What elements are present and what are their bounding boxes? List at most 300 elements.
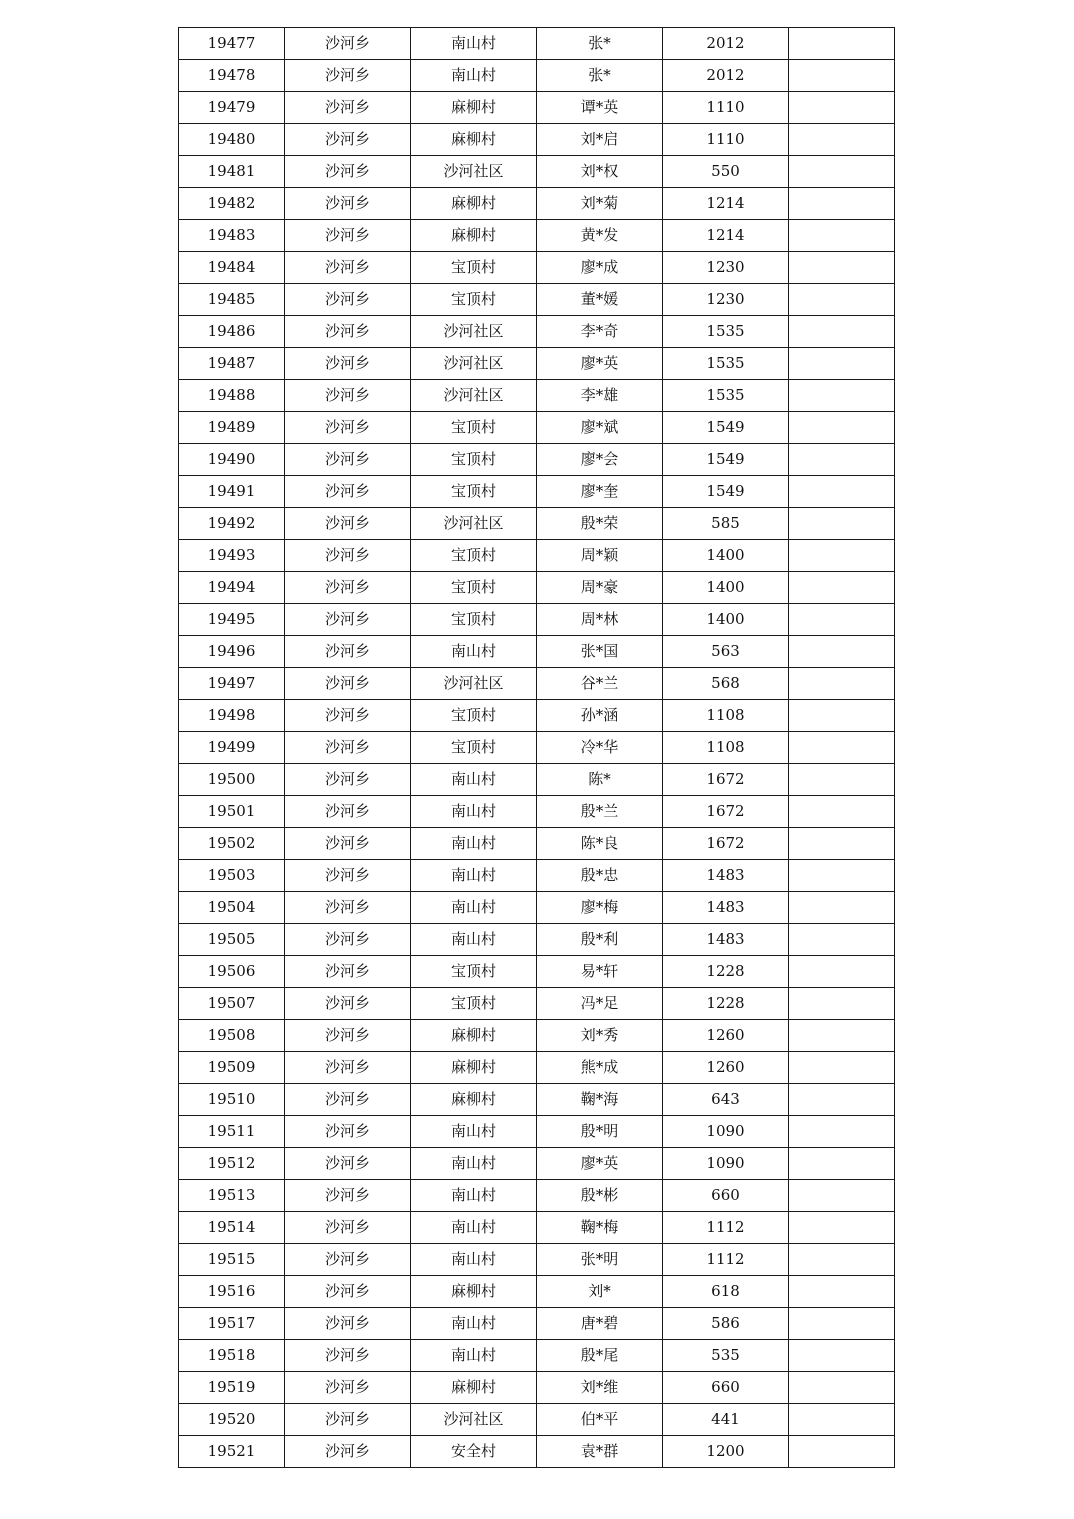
township-cell: 沙河乡: [285, 28, 411, 60]
table-row: [179, 1116, 895, 1148]
village-cell: 南山村: [411, 828, 537, 860]
serial-number-cell: 19490: [179, 444, 285, 476]
serial-number-cell: 19495: [179, 604, 285, 636]
remark-cell: [789, 1148, 895, 1180]
village-cell: 宝顶村: [411, 252, 537, 284]
remark-cell: [789, 732, 895, 764]
village-cell: 沙河社区: [411, 380, 537, 412]
amount-cell: 1214: [663, 188, 789, 220]
township-cell: 沙河乡: [285, 316, 411, 348]
table-row: [179, 892, 895, 924]
village-cell: 宝顶村: [411, 604, 537, 636]
person-name-cell: 陈*: [537, 764, 663, 796]
village-cell: 麻柳村: [411, 1372, 537, 1404]
person-name-cell: 陈*良: [537, 828, 663, 860]
table-row: [179, 156, 895, 188]
table-row: [179, 1436, 895, 1468]
amount-cell: 535: [663, 1340, 789, 1372]
amount-cell: 1260: [663, 1052, 789, 1084]
amount-cell: 1549: [663, 412, 789, 444]
remark-cell: [789, 1020, 895, 1052]
table-row: [179, 316, 895, 348]
table-row: [179, 1052, 895, 1084]
village-cell: 南山村: [411, 636, 537, 668]
table-row: [179, 284, 895, 316]
village-cell: 宝顶村: [411, 732, 537, 764]
person-name-cell: 董*媛: [537, 284, 663, 316]
serial-number-cell: 19492: [179, 508, 285, 540]
serial-number-cell: 19479: [179, 92, 285, 124]
township-cell: 沙河乡: [285, 508, 411, 540]
amount-cell: 1483: [663, 860, 789, 892]
person-name-cell: 廖*成: [537, 252, 663, 284]
amount-cell: 1110: [663, 124, 789, 156]
table-row: [179, 572, 895, 604]
serial-number-cell: 19486: [179, 316, 285, 348]
amount-cell: 1108: [663, 732, 789, 764]
township-cell: 沙河乡: [285, 284, 411, 316]
remark-cell: [789, 284, 895, 316]
remark-cell: [789, 60, 895, 92]
serial-number-cell: 19513: [179, 1180, 285, 1212]
person-name-cell: 熊*成: [537, 1052, 663, 1084]
person-name-cell: 刘*秀: [537, 1020, 663, 1052]
village-cell: 宝顶村: [411, 476, 537, 508]
serial-number-cell: 19483: [179, 220, 285, 252]
table-row: [179, 956, 895, 988]
amount-cell: 586: [663, 1308, 789, 1340]
table-row: [179, 508, 895, 540]
person-name-cell: 廖*斌: [537, 412, 663, 444]
village-cell: 沙河社区: [411, 316, 537, 348]
township-cell: 沙河乡: [285, 1404, 411, 1436]
remark-cell: [789, 636, 895, 668]
township-cell: 沙河乡: [285, 444, 411, 476]
amount-cell: 585: [663, 508, 789, 540]
amount-cell: 1483: [663, 892, 789, 924]
remark-cell: [789, 1436, 895, 1468]
village-cell: 南山村: [411, 1116, 537, 1148]
village-cell: 南山村: [411, 1148, 537, 1180]
village-cell: 南山村: [411, 1244, 537, 1276]
amount-cell: 1549: [663, 476, 789, 508]
township-cell: 沙河乡: [285, 60, 411, 92]
township-cell: 沙河乡: [285, 252, 411, 284]
person-name-cell: 冷*华: [537, 732, 663, 764]
table-row: [179, 764, 895, 796]
serial-number-cell: 19481: [179, 156, 285, 188]
remark-cell: [789, 1244, 895, 1276]
person-name-cell: 刘*权: [537, 156, 663, 188]
remark-cell: [789, 956, 895, 988]
serial-number-cell: 19504: [179, 892, 285, 924]
township-cell: 沙河乡: [285, 1244, 411, 1276]
remark-cell: [789, 92, 895, 124]
township-cell: 沙河乡: [285, 572, 411, 604]
amount-cell: 1214: [663, 220, 789, 252]
serial-number-cell: 19508: [179, 1020, 285, 1052]
remark-cell: [789, 572, 895, 604]
serial-number-cell: 19478: [179, 60, 285, 92]
village-cell: 南山村: [411, 60, 537, 92]
table-row: [179, 1084, 895, 1116]
table-row: [179, 1244, 895, 1276]
person-name-cell: 刘*维: [537, 1372, 663, 1404]
township-cell: 沙河乡: [285, 1212, 411, 1244]
person-name-cell: 张*: [537, 60, 663, 92]
serial-number-cell: 19493: [179, 540, 285, 572]
serial-number-cell: 19497: [179, 668, 285, 700]
serial-number-cell: 19498: [179, 700, 285, 732]
amount-cell: 1108: [663, 700, 789, 732]
person-name-cell: 廖*梅: [537, 892, 663, 924]
township-cell: 沙河乡: [285, 1276, 411, 1308]
person-name-cell: 殷*彬: [537, 1180, 663, 1212]
amount-cell: 1260: [663, 1020, 789, 1052]
table-row: [179, 444, 895, 476]
serial-number-cell: 19509: [179, 1052, 285, 1084]
remark-cell: [789, 1084, 895, 1116]
table-row: [179, 1180, 895, 1212]
amount-cell: 1535: [663, 316, 789, 348]
serial-number-cell: 19485: [179, 284, 285, 316]
remark-cell: [789, 412, 895, 444]
township-cell: 沙河乡: [285, 1340, 411, 1372]
remark-cell: [789, 764, 895, 796]
person-name-cell: 张*: [537, 28, 663, 60]
serial-number-cell: 19502: [179, 828, 285, 860]
person-name-cell: 鞠*梅: [537, 1212, 663, 1244]
table-row: [179, 700, 895, 732]
table-row: [179, 796, 895, 828]
amount-cell: 660: [663, 1372, 789, 1404]
person-name-cell: 殷*明: [537, 1116, 663, 1148]
serial-number-cell: 19488: [179, 380, 285, 412]
person-name-cell: 谷*兰: [537, 668, 663, 700]
village-cell: 宝顶村: [411, 988, 537, 1020]
township-cell: 沙河乡: [285, 156, 411, 188]
amount-cell: 1535: [663, 348, 789, 380]
serial-number-cell: 19507: [179, 988, 285, 1020]
person-name-cell: 刘*启: [537, 124, 663, 156]
serial-number-cell: 19494: [179, 572, 285, 604]
township-cell: 沙河乡: [285, 1020, 411, 1052]
township-cell: 沙河乡: [285, 668, 411, 700]
village-cell: 南山村: [411, 1340, 537, 1372]
serial-number-cell: 19484: [179, 252, 285, 284]
amount-cell: 550: [663, 156, 789, 188]
township-cell: 沙河乡: [285, 764, 411, 796]
amount-cell: 1483: [663, 924, 789, 956]
table-row: [179, 1340, 895, 1372]
village-cell: 南山村: [411, 28, 537, 60]
person-name-cell: 周*林: [537, 604, 663, 636]
table-row: [179, 188, 895, 220]
remark-cell: [789, 156, 895, 188]
amount-cell: 1400: [663, 572, 789, 604]
township-cell: 沙河乡: [285, 1372, 411, 1404]
person-name-cell: 殷*忠: [537, 860, 663, 892]
table-row: [179, 988, 895, 1020]
person-name-cell: 李*奇: [537, 316, 663, 348]
person-name-cell: 李*雄: [537, 380, 663, 412]
village-cell: 南山村: [411, 1180, 537, 1212]
township-cell: 沙河乡: [285, 1436, 411, 1468]
township-cell: 沙河乡: [285, 92, 411, 124]
table-row: [179, 540, 895, 572]
table-row: [179, 476, 895, 508]
village-cell: 南山村: [411, 1212, 537, 1244]
amount-cell: 1228: [663, 988, 789, 1020]
township-cell: 沙河乡: [285, 124, 411, 156]
serial-number-cell: 19516: [179, 1276, 285, 1308]
village-cell: 宝顶村: [411, 284, 537, 316]
serial-number-cell: 19518: [179, 1340, 285, 1372]
table-row: [179, 924, 895, 956]
village-cell: 沙河社区: [411, 348, 537, 380]
amount-cell: 1230: [663, 284, 789, 316]
amount-cell: 643: [663, 1084, 789, 1116]
amount-cell: 1090: [663, 1148, 789, 1180]
table-row: [179, 348, 895, 380]
village-cell: 宝顶村: [411, 956, 537, 988]
table-row: [179, 636, 895, 668]
serial-number-cell: 19499: [179, 732, 285, 764]
person-name-cell: 唐*碧: [537, 1308, 663, 1340]
village-cell: 南山村: [411, 860, 537, 892]
roster-table: [178, 27, 895, 1468]
township-cell: 沙河乡: [285, 1116, 411, 1148]
remark-cell: [789, 700, 895, 732]
person-name-cell: 殷*尾: [537, 1340, 663, 1372]
remark-cell: [789, 924, 895, 956]
remark-cell: [789, 1340, 895, 1372]
table-row: [179, 252, 895, 284]
remark-cell: [789, 892, 895, 924]
serial-number-cell: 19489: [179, 412, 285, 444]
township-cell: 沙河乡: [285, 892, 411, 924]
village-cell: 麻柳村: [411, 1084, 537, 1116]
township-cell: 沙河乡: [285, 828, 411, 860]
remark-cell: [789, 988, 895, 1020]
amount-cell: 1672: [663, 796, 789, 828]
person-name-cell: 廖*英: [537, 1148, 663, 1180]
village-cell: 安全村: [411, 1436, 537, 1468]
remark-cell: [789, 1404, 895, 1436]
remark-cell: [789, 252, 895, 284]
serial-number-cell: 19482: [179, 188, 285, 220]
village-cell: 麻柳村: [411, 1052, 537, 1084]
village-cell: 南山村: [411, 1308, 537, 1340]
table-row: [179, 1372, 895, 1404]
remark-cell: [789, 1052, 895, 1084]
remark-cell: [789, 860, 895, 892]
township-cell: 沙河乡: [285, 604, 411, 636]
person-name-cell: 殷*利: [537, 924, 663, 956]
remark-cell: [789, 828, 895, 860]
village-cell: 宝顶村: [411, 412, 537, 444]
person-name-cell: 刘*菊: [537, 188, 663, 220]
person-name-cell: 袁*群: [537, 1436, 663, 1468]
serial-number-cell: 19503: [179, 860, 285, 892]
table-row: [179, 1148, 895, 1180]
person-name-cell: 张*明: [537, 1244, 663, 1276]
township-cell: 沙河乡: [285, 860, 411, 892]
township-cell: 沙河乡: [285, 700, 411, 732]
remark-cell: [789, 476, 895, 508]
table-row: [179, 604, 895, 636]
table-row: [179, 1404, 895, 1436]
person-name-cell: 伯*平: [537, 1404, 663, 1436]
serial-number-cell: 19506: [179, 956, 285, 988]
township-cell: 沙河乡: [285, 1084, 411, 1116]
remark-cell: [789, 28, 895, 60]
amount-cell: 568: [663, 668, 789, 700]
village-cell: 麻柳村: [411, 1020, 537, 1052]
serial-number-cell: 19511: [179, 1116, 285, 1148]
amount-cell: 1400: [663, 604, 789, 636]
village-cell: 沙河社区: [411, 508, 537, 540]
amount-cell: 618: [663, 1276, 789, 1308]
remark-cell: [789, 796, 895, 828]
village-cell: 沙河社区: [411, 668, 537, 700]
remark-cell: [789, 1308, 895, 1340]
table-row: [179, 1212, 895, 1244]
person-name-cell: 廖*英: [537, 348, 663, 380]
township-cell: 沙河乡: [285, 1052, 411, 1084]
village-cell: 南山村: [411, 796, 537, 828]
township-cell: 沙河乡: [285, 1148, 411, 1180]
remark-cell: [789, 444, 895, 476]
serial-number-cell: 19477: [179, 28, 285, 60]
person-name-cell: 张*国: [537, 636, 663, 668]
table-row: [179, 220, 895, 252]
serial-number-cell: 19521: [179, 1436, 285, 1468]
amount-cell: 1110: [663, 92, 789, 124]
amount-cell: 2012: [663, 28, 789, 60]
village-cell: 麻柳村: [411, 1276, 537, 1308]
serial-number-cell: 19505: [179, 924, 285, 956]
serial-number-cell: 19520: [179, 1404, 285, 1436]
amount-cell: 1090: [663, 1116, 789, 1148]
person-name-cell: 殷*荣: [537, 508, 663, 540]
amount-cell: 660: [663, 1180, 789, 1212]
table-row: [179, 28, 895, 60]
township-cell: 沙河乡: [285, 380, 411, 412]
amount-cell: 1112: [663, 1212, 789, 1244]
township-cell: 沙河乡: [285, 348, 411, 380]
township-cell: 沙河乡: [285, 1308, 411, 1340]
village-cell: 麻柳村: [411, 220, 537, 252]
amount-cell: 1535: [663, 380, 789, 412]
serial-number-cell: 19480: [179, 124, 285, 156]
village-cell: 南山村: [411, 924, 537, 956]
person-name-cell: 殷*兰: [537, 796, 663, 828]
serial-number-cell: 19515: [179, 1244, 285, 1276]
amount-cell: 1400: [663, 540, 789, 572]
village-cell: 南山村: [411, 892, 537, 924]
village-cell: 沙河社区: [411, 156, 537, 188]
township-cell: 沙河乡: [285, 220, 411, 252]
amount-cell: 2012: [663, 60, 789, 92]
remark-cell: [789, 1276, 895, 1308]
serial-number-cell: 19501: [179, 796, 285, 828]
serial-number-cell: 19496: [179, 636, 285, 668]
roster-table-body: [179, 28, 895, 1468]
serial-number-cell: 19519: [179, 1372, 285, 1404]
township-cell: 沙河乡: [285, 1180, 411, 1212]
person-name-cell: 孙*涵: [537, 700, 663, 732]
village-cell: 宝顶村: [411, 700, 537, 732]
amount-cell: 1549: [663, 444, 789, 476]
remark-cell: [789, 540, 895, 572]
serial-number-cell: 19517: [179, 1308, 285, 1340]
serial-number-cell: 19491: [179, 476, 285, 508]
person-name-cell: 鞠*海: [537, 1084, 663, 1116]
serial-number-cell: 19510: [179, 1084, 285, 1116]
village-cell: 宝顶村: [411, 444, 537, 476]
amount-cell: 563: [663, 636, 789, 668]
remark-cell: [789, 1180, 895, 1212]
table-row: [179, 1308, 895, 1340]
amount-cell: 1228: [663, 956, 789, 988]
village-cell: 宝顶村: [411, 540, 537, 572]
person-name-cell: 冯*足: [537, 988, 663, 1020]
table-row: [179, 828, 895, 860]
person-name-cell: 周*豪: [537, 572, 663, 604]
village-cell: 麻柳村: [411, 124, 537, 156]
township-cell: 沙河乡: [285, 924, 411, 956]
township-cell: 沙河乡: [285, 412, 411, 444]
serial-number-cell: 19500: [179, 764, 285, 796]
table-row: [179, 412, 895, 444]
remark-cell: [789, 1116, 895, 1148]
table-row: [179, 60, 895, 92]
table-row: [179, 92, 895, 124]
amount-cell: 1672: [663, 764, 789, 796]
table-row: [179, 860, 895, 892]
amount-cell: 1112: [663, 1244, 789, 1276]
remark-cell: [789, 1372, 895, 1404]
remark-cell: [789, 380, 895, 412]
person-name-cell: 谭*英: [537, 92, 663, 124]
village-cell: 南山村: [411, 764, 537, 796]
table-row: [179, 732, 895, 764]
township-cell: 沙河乡: [285, 636, 411, 668]
remark-cell: [789, 316, 895, 348]
township-cell: 沙河乡: [285, 188, 411, 220]
remark-cell: [789, 124, 895, 156]
person-name-cell: 刘*: [537, 1276, 663, 1308]
table-row: [179, 1020, 895, 1052]
remark-cell: [789, 508, 895, 540]
table-row: [179, 380, 895, 412]
table-row: [179, 124, 895, 156]
township-cell: 沙河乡: [285, 540, 411, 572]
serial-number-cell: 19487: [179, 348, 285, 380]
remark-cell: [789, 188, 895, 220]
person-name-cell: 易*轩: [537, 956, 663, 988]
township-cell: 沙河乡: [285, 796, 411, 828]
amount-cell: 441: [663, 1404, 789, 1436]
person-name-cell: 周*颖: [537, 540, 663, 572]
person-name-cell: 廖*会: [537, 444, 663, 476]
remark-cell: [789, 604, 895, 636]
remark-cell: [789, 668, 895, 700]
amount-cell: 1200: [663, 1436, 789, 1468]
township-cell: 沙河乡: [285, 988, 411, 1020]
document-page: [178, 27, 894, 1468]
